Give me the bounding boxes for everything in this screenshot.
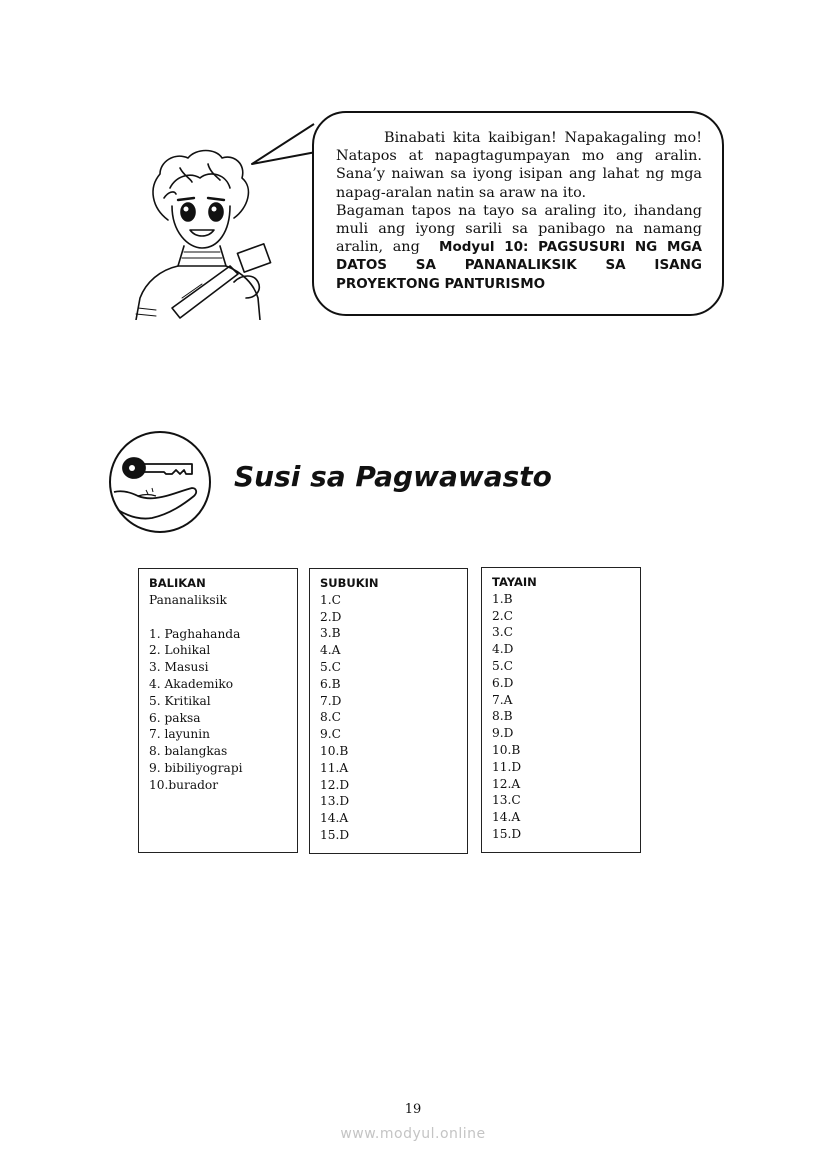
list-item: 3.C — [492, 625, 513, 640]
list-item: 14.A — [320, 811, 349, 826]
list-item: 6. paksa — [149, 710, 201, 725]
watermark: www.modyul.online — [340, 1126, 486, 1142]
key-in-hand-icon — [108, 430, 212, 534]
list-item: 8.B — [492, 709, 513, 724]
list-item: 2.C — [492, 608, 513, 623]
list-item: 15.D — [320, 827, 350, 842]
list-item: 1.C — [320, 592, 341, 607]
bubble-paragraph-1: Binabati kita kaibigan! Napakagaling mo! Natapos at napagtagumpayan mo ang aralin. Sana’y naiwan sa iyong isipan ang lahat ng mga napag-aralan natin sa araw na ito. — [336, 130, 702, 201]
list-item: 4. Akademiko — [149, 676, 234, 691]
list-item: 9. bibiliyograpi — [149, 760, 243, 775]
list-item: 7.D — [320, 693, 342, 708]
list-item: 4.D — [492, 642, 514, 657]
tayain-list — [492, 591, 630, 843]
list-item: 6.D — [492, 675, 514, 690]
list-item: 11.D — [492, 759, 522, 774]
list-item: 12.A — [492, 776, 521, 791]
list-item: 14.A — [492, 810, 521, 825]
list-item: 1.B — [492, 591, 513, 606]
subukin-heading: SUBUKIN — [320, 576, 379, 590]
list-item: 13.C — [492, 793, 521, 808]
bubble-paragraph-2 — [336, 202, 702, 293]
list-item: 11.A — [320, 760, 349, 775]
list-item: 5. Kritikal — [149, 693, 211, 708]
list-item: 5.C — [320, 659, 341, 674]
list-item: 7. layunin — [149, 727, 210, 742]
page-number: 19 — [404, 1102, 422, 1117]
list-item: 4.A — [320, 643, 341, 658]
speech-bubble-text — [336, 129, 702, 293]
list-item: 10.B — [320, 743, 349, 758]
list-item: 9.C — [320, 727, 341, 742]
tayain-heading: TAYAIN — [492, 575, 537, 589]
next-module-title: Modyul 10: PAGSUSURI NG MGA DATOS SA PANANALIKSIK SA ISANG PROYEKTONG PANTURISMO — [336, 239, 702, 292]
list-item: 9.D — [492, 726, 514, 741]
speech-bubble — [312, 111, 724, 316]
list-item: 15.D — [492, 826, 522, 841]
balikan-list — [149, 626, 287, 794]
section-title: Susi sa Pagwawasto — [234, 460, 552, 493]
list-item: 2.D — [320, 609, 342, 624]
list-item: 10.burador — [149, 777, 219, 792]
list-item: 13.D — [320, 794, 350, 809]
subukin-list — [320, 592, 457, 844]
balikan-subtitle: Pananaliksik — [149, 592, 227, 607]
list-item: 5.C — [492, 658, 513, 673]
list-item: 10.B — [492, 742, 521, 757]
list-item: 3.B — [320, 626, 341, 641]
list-item: 7.A — [492, 692, 513, 707]
list-item: 2. Lohikal — [149, 643, 211, 658]
list-item: 8.C — [320, 710, 341, 725]
subukin-box — [309, 568, 468, 854]
list-item: 1. Paghahanda — [149, 626, 241, 641]
list-item: 6.B — [320, 676, 341, 691]
balikan-heading: BALIKAN — [149, 576, 206, 590]
list-item: 3. Masusi — [149, 660, 209, 675]
list-item: 8. balangkas — [149, 744, 228, 759]
tayain-box — [481, 567, 641, 853]
list-item: 12.D — [320, 777, 350, 792]
balikan-box — [138, 568, 298, 853]
bubble-paragraph-2-intro: Bagaman tapos na tayo sa araling ito, ihandang muli ang iyong sarili sa panibago na namang aralin, ang — [336, 202, 702, 256]
